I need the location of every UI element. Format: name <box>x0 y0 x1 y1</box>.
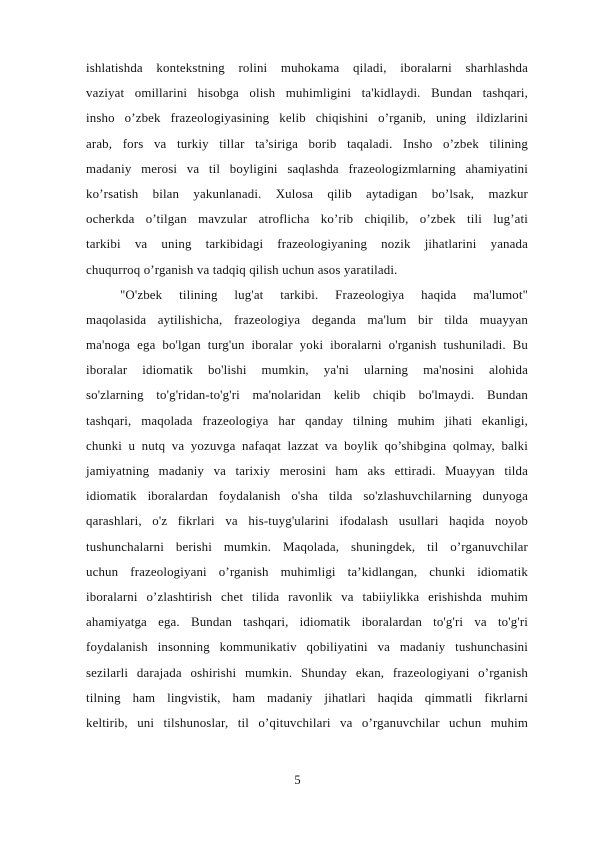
text-line: tarkibi va uning tarkibidagi frazeologiyaning nozik jihatlarini yanada <box>86 237 528 252</box>
text-line: ma'noga ega bo'lgan turg'un iboralar yoki iboralarni o'rganish tushuniladi. Bu <box>86 338 528 353</box>
text-line: ocherkda o’tilgan mavzular atroflicha ko’rib chiqilib, o’zbek tili lug’ati <box>86 212 528 227</box>
text-line: jamiyatning madaniy va tarixiy merosini ham aks ettiradi. Muayyan tilda <box>86 464 528 478</box>
text-line: ko’rsatish bilan yakunlanadi. Xulosa qilib aytadigan bo’lsak, mazkur <box>86 186 528 201</box>
text-line: uchun frazeologiyani o’rganish muhimligi ta’kidlangan, chunki idiomatik <box>86 564 528 579</box>
text-line: madaniy merosi va til boyligini saqlashda frazeologizmlarning ahamiyatini <box>86 161 528 176</box>
text-line: chunki u nutq va yozuvga nafaqat lazzat va boylik qo’shibgina qolmay, balki <box>86 438 528 453</box>
page-number: 5 <box>294 773 301 787</box>
text-line: iboralarni o’zlashtirish chet tilida ravonlik va tabiiylikka erishishda muhim <box>86 589 528 604</box>
text-line: tashqari, maqolada frazeologiya har qanday tilning muhim jihati ekanligi, <box>86 413 528 428</box>
text-line: tilning ham lingvistik, ham madaniy jihatlari haqida qimmatli fikrlarni <box>86 690 528 705</box>
text-line: vaziyat omillarini hisobga olish muhimligini ta'kidlaydi. Bundan tashqari, <box>86 86 528 101</box>
text-line: so'zlarning to'g'ridan-to'g'ri ma'nolaridan kelib chiqib bo'lmaydi. Bundan <box>86 388 528 403</box>
text-line: qarashlari, o'z fikrlari va his-tuyg'ularini ifodalash usullari haqida noyob <box>86 514 528 529</box>
text-line: ahamiyatga ega. Bundan tashqari, idiomatik iboralardan to'g'ri va to'g'ri <box>86 615 528 630</box>
text-line: sezilarli darajada oshirishi mumkin. Shunday ekan, frazeologiyani o’rganish <box>86 665 528 680</box>
paragraph-first-line: "O'zbek tilining lug'at tarkibi. Frazeologiya haqida ma'lumot" <box>120 287 528 302</box>
text-line: keltirib, uni tilshunoslar, til o’qituvchilari va o’rganuvchilar uchun muhim <box>86 715 528 730</box>
text-line: iboralar idiomatik bo'lishi mumkin, ya'ni ularning ma'nosini alohida <box>86 363 528 378</box>
text-line: insho o’zbek frazeologiyasining kelib chiqishini o’rganib, uning ildizlarini <box>86 111 528 126</box>
text-line: maqolasida aytilishicha, frazeologiya deganda ma'lum bir tilda muayyan <box>86 312 528 327</box>
body-text <box>86 56 528 736</box>
text-line: idiomatik iboralardan foydalanish o'sha tilda so'zlashuvchilarning dunyoga <box>86 489 528 504</box>
text-line: foydalanish insonning kommunikativ qobiliyatini va madaniy tushunchasini <box>86 640 528 655</box>
paragraph-end-line: chuqurroq o’rganish va tadqiq qilish uchun asos yaratiladi. <box>86 262 398 277</box>
text-line: ishlatishda kontekstning rolini muhokama qiladi, iboralarni sharhlashda <box>86 61 528 75</box>
text-line: arab, fors va turkiy tillar ta’siriga borib taqaladi. Insho o’zbek tilining <box>86 136 528 151</box>
text-line: tushunchalarni berishi mumkin. Maqolada, shuningdek, til o’rganuvchilar <box>86 539 528 554</box>
